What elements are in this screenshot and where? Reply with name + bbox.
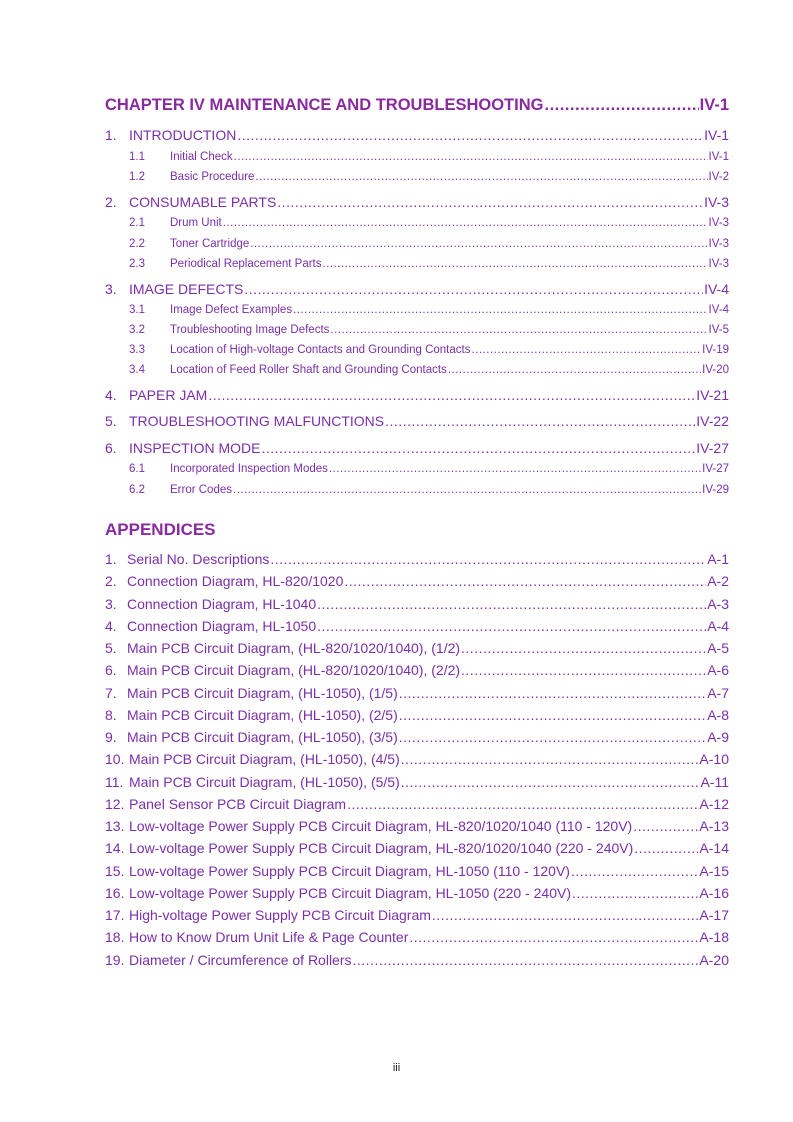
- chapter-title: CHAPTER IV MAINTENANCE AND TROUBLESHOOTING: [105, 96, 544, 114]
- toc-subsection-entry: [105, 364, 729, 376]
- entry-title: Low-voltage Power Supply PCB Circuit Diagram, HL-1050 (220 - 240V): [129, 884, 571, 901]
- entry-number: 10.: [105, 751, 125, 768]
- entry-number: 3.: [105, 281, 117, 297]
- leader-dots: [330, 324, 707, 336]
- entry-title: Connection Diagram, HL-1050: [127, 617, 317, 634]
- leader-dots: [432, 907, 699, 923]
- entry-title: INTRODUCTION: [129, 127, 237, 143]
- appendix-entry: [105, 907, 729, 923]
- entry-page: IV-2: [708, 171, 729, 183]
- leader-dots: [448, 364, 701, 376]
- entry-number: 14.: [105, 840, 125, 857]
- entry-title: Low-voltage Power Supply PCB Circuit Diagram, HL-1050 (110 - 120V): [129, 862, 570, 879]
- entry-number: 13.: [105, 818, 125, 834]
- leader-dots: [401, 751, 699, 767]
- appendix-entry: [105, 573, 729, 589]
- entry-title: Main PCB Circuit Diagram, (HL-820/1020/1040), (1/2): [127, 640, 461, 656]
- entry-page: A-4: [707, 617, 729, 634]
- leader-dots: [399, 685, 706, 701]
- leader-dots: [634, 840, 698, 856]
- entry-number: 6.2: [129, 484, 145, 496]
- toc-subsection-entry: [105, 324, 729, 336]
- leader-dots: [344, 573, 706, 589]
- entry-number: 6.: [105, 440, 117, 456]
- entry-number: 16.: [105, 884, 125, 901]
- entry-page: IV-22: [696, 413, 729, 429]
- leader-dots: [353, 952, 699, 968]
- toc-subsection-entry: [105, 151, 729, 163]
- toc-section-entry: [105, 281, 729, 297]
- appendices-heading: APPENDICES: [105, 520, 216, 539]
- entry-title: Drum Unit: [170, 217, 222, 229]
- entry-page: IV-1: [704, 127, 729, 143]
- entry-title: Periodical Replacement Parts: [170, 258, 322, 270]
- entry-title: Serial No. Descriptions: [127, 551, 270, 567]
- entry-number: 2.2: [129, 238, 145, 250]
- entry-number: 12.: [105, 795, 125, 812]
- leader-dots: [633, 818, 698, 834]
- leader-dots: [401, 774, 700, 790]
- entry-page: IV-4: [708, 304, 729, 316]
- leader-dots: [233, 484, 701, 496]
- leader-dots: [208, 387, 695, 403]
- chapter-heading: [105, 96, 729, 115]
- entry-number: 1.: [105, 551, 117, 567]
- entry-page: A-18: [699, 929, 729, 946]
- entry-title: Error Codes: [170, 484, 232, 496]
- entry-title: How to Know Drum Unit Life & Page Counter: [129, 929, 409, 946]
- leader-dots: [237, 127, 703, 143]
- toc-subsection-entry: [105, 217, 729, 229]
- entry-page: IV-27: [696, 440, 729, 456]
- entry-page: IV-3: [708, 217, 729, 229]
- entry-title: Main PCB Circuit Diagram, (HL-1050), (5/5): [129, 773, 400, 790]
- entry-page: A-7: [707, 684, 729, 701]
- entry-number: 3.4: [129, 364, 145, 376]
- entry-page: A-10: [699, 751, 729, 768]
- entry-title: Main PCB Circuit Diagram, (HL-1050), (4/5): [129, 751, 400, 768]
- leader-dots: [255, 171, 707, 183]
- leader-dots: [277, 194, 703, 210]
- entry-title: Toner Cartridge: [170, 238, 250, 250]
- appendix-entry: [105, 596, 729, 612]
- entry-page: IV-29: [702, 484, 729, 496]
- entry-title: Connection Diagram, HL-1040: [127, 595, 317, 612]
- leader-dots: [461, 662, 706, 678]
- entry-title: Location of High-voltage Contacts and Grounding Contacts: [170, 344, 471, 356]
- entry-page: A-13: [699, 818, 729, 834]
- appendix-entry: [105, 662, 729, 678]
- entry-page: IV-20: [702, 364, 729, 376]
- entry-title: Basic Procedure: [170, 171, 255, 183]
- entry-title: Connection Diagram, HL-820/1020: [127, 573, 344, 590]
- page-number: iii: [392, 1062, 401, 1074]
- entry-number: 3.: [105, 595, 117, 612]
- entry-page: IV-3: [708, 258, 729, 270]
- entry-title: INSPECTION MODE: [129, 440, 261, 456]
- entry-number: 6.1: [129, 463, 145, 475]
- entry-page: A-6: [707, 662, 729, 679]
- entry-title: IMAGE DEFECTS: [129, 281, 244, 297]
- entry-number: 11.: [105, 773, 124, 790]
- entry-page: IV-27: [702, 463, 729, 475]
- entry-title: Location of Feed Roller Shaft and Grounding Contacts: [170, 364, 447, 376]
- toc-section-entry: [105, 440, 729, 456]
- toc-subsection-entry: [105, 171, 729, 183]
- leader-dots: [244, 281, 703, 297]
- entry-title: Low-voltage Power Supply PCB Circuit Diagram, HL-820/1020/1040 (110 - 120V): [129, 818, 633, 834]
- appendix-entry: [105, 863, 729, 879]
- entry-page: A-16: [699, 884, 729, 901]
- entry-page: IV-4: [704, 281, 729, 297]
- entry-title: Main PCB Circuit Diagram, (HL-1050), (1/5): [127, 684, 398, 701]
- leader-dots: [234, 151, 708, 163]
- leader-dots: [385, 413, 695, 429]
- leader-dots: [544, 96, 698, 115]
- entry-number: 3.2: [129, 324, 145, 336]
- entry-page: A-12: [699, 795, 729, 812]
- toc-section-entry: [105, 127, 729, 143]
- leader-dots: [270, 551, 706, 567]
- appendix-entry: [105, 796, 729, 812]
- leader-dots: [399, 707, 706, 723]
- entry-title: Low-voltage Power Supply PCB Circuit Diagram, HL-820/1020/1040 (220 - 240V): [129, 840, 634, 857]
- entry-number: 3.3: [129, 344, 145, 356]
- leader-dots: [571, 863, 698, 879]
- entry-title: Main PCB Circuit Diagram, (HL-1050), (3/5): [127, 729, 398, 745]
- appendix-entry: [105, 551, 729, 567]
- entry-title: Panel Sensor PCB Circuit Diagram: [129, 795, 347, 812]
- entry-number: 17.: [105, 907, 125, 923]
- leader-dots: [223, 217, 708, 229]
- entry-number: 4.: [105, 617, 117, 634]
- entry-title: Initial Check: [170, 151, 233, 163]
- leader-dots: [293, 304, 707, 316]
- toc-subsection-entry: [105, 238, 729, 250]
- appendix-entry: [105, 729, 729, 745]
- leader-dots: [250, 238, 707, 250]
- entry-number: 7.: [105, 684, 117, 701]
- leader-dots: [323, 258, 708, 270]
- entry-page: IV-21: [696, 387, 729, 403]
- appendix-entry: [105, 774, 729, 790]
- entry-number: 3.1: [129, 304, 145, 316]
- entry-title: High-voltage Power Supply PCB Circuit Diagram: [129, 907, 431, 923]
- entry-title: Main PCB Circuit Diagram, (HL-1050), (2/5): [127, 706, 398, 723]
- entry-page: A-9: [707, 729, 729, 745]
- entry-page: IV-5: [708, 324, 729, 336]
- leader-dots: [572, 885, 698, 901]
- entry-page: A-17: [699, 907, 729, 923]
- entry-page: A-11: [700, 773, 729, 790]
- entry-number: 5.: [105, 640, 117, 656]
- entry-number: 9.: [105, 729, 117, 745]
- chapter-page: IV-1: [699, 96, 729, 114]
- toc-section-entry: [105, 194, 729, 210]
- appendix-entry: [105, 840, 729, 856]
- appendix-entry: [105, 707, 729, 723]
- entry-page: IV-3: [704, 194, 729, 210]
- entry-number: 5.: [105, 413, 117, 429]
- toc-section-entry: [105, 413, 729, 429]
- entry-number: 18.: [105, 929, 125, 946]
- entry-page: A-5: [707, 640, 729, 656]
- appendix-entry: [105, 618, 729, 634]
- entry-number: 1.: [105, 127, 117, 143]
- entry-title: Main PCB Circuit Diagram, (HL-820/1020/1040), (2/2): [127, 662, 461, 679]
- entry-number: 2.: [105, 573, 117, 590]
- leader-dots: [317, 596, 706, 612]
- toc-subsection-entry: [105, 304, 729, 316]
- entry-page: A-2: [707, 573, 729, 590]
- entry-number: 1.1: [129, 151, 145, 163]
- entry-title: Incorporated Inspection Modes: [170, 463, 328, 475]
- appendix-entry: [105, 685, 729, 701]
- entry-page: A-8: [707, 706, 729, 723]
- appendix-entry: [105, 640, 729, 656]
- toc-subsection-entry: [105, 484, 729, 496]
- entry-number: 4.: [105, 387, 117, 403]
- leader-dots: [399, 729, 706, 745]
- entry-title: Image Defect Examples: [170, 304, 293, 316]
- entry-title: CONSUMABLE PARTS: [129, 194, 277, 210]
- leader-dots: [317, 618, 706, 634]
- appendix-entry: [105, 818, 729, 834]
- entry-title: PAPER JAM: [129, 387, 208, 403]
- entry-page: IV-19: [702, 344, 729, 356]
- appendix-entry: [105, 885, 729, 901]
- entry-page: A-1: [707, 551, 729, 567]
- entry-number: 1.2: [129, 171, 145, 183]
- leader-dots: [261, 440, 695, 456]
- entry-number: 8.: [105, 706, 117, 723]
- entry-page: A-15: [699, 862, 729, 879]
- entry-page: A-20: [699, 951, 729, 968]
- leader-dots: [471, 344, 701, 356]
- appendix-entry: [105, 952, 729, 968]
- appendix-entry: [105, 751, 729, 767]
- entry-number: 19.: [105, 951, 125, 968]
- toc-section-entry: [105, 387, 729, 403]
- entry-page: IV-3: [708, 238, 729, 250]
- entry-number: 15.: [105, 862, 125, 879]
- leader-dots: [409, 929, 698, 945]
- entry-number: 2.3: [129, 258, 145, 270]
- appendix-entry: [105, 929, 729, 945]
- entry-number: 6.: [105, 662, 117, 679]
- leader-dots: [347, 796, 698, 812]
- entry-number: 2.1: [129, 217, 145, 229]
- entry-page: IV-1: [708, 151, 729, 163]
- entry-page: A-3: [707, 595, 729, 612]
- entry-number: 2.: [105, 194, 117, 210]
- entry-title: TROUBLESHOOTING MALFUNCTIONS: [129, 413, 385, 429]
- entry-page: A-14: [699, 840, 729, 857]
- entry-title: Troubleshooting Image Defects: [170, 324, 330, 336]
- toc-subsection-entry: [105, 344, 729, 356]
- leader-dots: [461, 640, 706, 656]
- toc-subsection-entry: [105, 258, 729, 270]
- toc-subsection-entry: [105, 463, 729, 475]
- leader-dots: [329, 463, 701, 475]
- entry-title: Diameter / Circumference of Rollers: [129, 951, 352, 968]
